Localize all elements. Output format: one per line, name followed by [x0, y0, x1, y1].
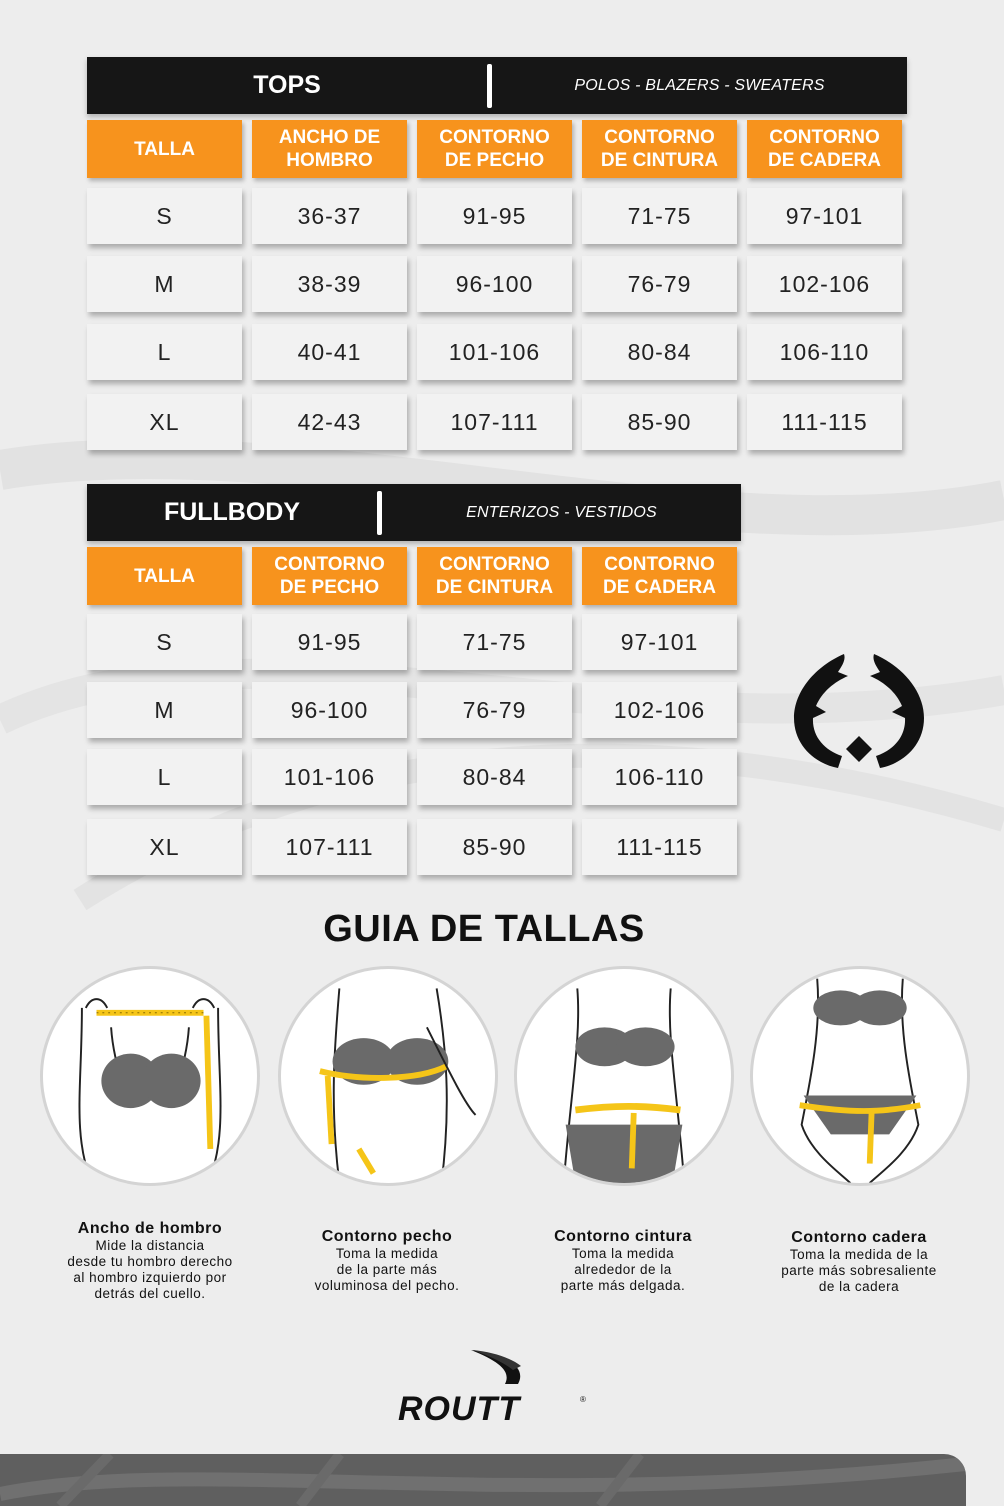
table-row	[87, 682, 741, 738]
footer-band	[0, 1454, 966, 1506]
value-cell: 91-95	[417, 188, 572, 244]
value-cell: 76-79	[417, 682, 572, 738]
value-cell: 76-79	[582, 256, 737, 312]
table-row	[87, 394, 907, 450]
value-cell: 80-84	[582, 324, 737, 380]
chest-caption	[272, 1228, 502, 1294]
value-cell: 42-43	[252, 394, 407, 450]
column-header: CONTORNO DE CINTURA	[582, 120, 737, 178]
table-row	[87, 819, 741, 875]
value-cell: 80-84	[417, 749, 572, 805]
size-cell: M	[87, 256, 242, 312]
value-cell: 36-37	[252, 188, 407, 244]
fullbody-table	[87, 484, 741, 875]
value-cell: 96-100	[417, 256, 572, 312]
value-cell: 111-115	[582, 819, 737, 875]
table-row	[87, 614, 741, 670]
tops-table	[87, 57, 907, 450]
table-row	[87, 256, 907, 312]
caption-text: Toma la medida alrededor de la parte más delgada.	[560, 1246, 686, 1293]
guide-title: GUIA DE TALLAS	[323, 908, 645, 950]
size-cell: M	[87, 682, 242, 738]
waist-caption	[508, 1228, 738, 1294]
hip-measure-illustration	[750, 966, 970, 1186]
value-cell: 102-106	[582, 682, 737, 738]
caption-title: Contorno cadera	[791, 1229, 927, 1246]
value-cell: 38-39	[252, 256, 407, 312]
size-cell: XL	[87, 819, 242, 875]
caption-text: Mide la distancia desde tu hombro derecho al hombro izquierdo por detrás del cuello.	[67, 1238, 233, 1301]
tops-title: TOPS	[253, 71, 321, 99]
routt-logo: ROUTT	[398, 1390, 521, 1428]
wings-emblem-icon	[786, 646, 932, 772]
column-header: CONTORNO DE CADERA	[747, 120, 902, 178]
tops-header-row	[87, 120, 907, 178]
column-header: TALLA	[87, 120, 242, 178]
caption-title: Ancho de hombro	[77, 1220, 223, 1237]
value-cell: 102-106	[747, 256, 902, 312]
value-cell: 106-110	[582, 749, 737, 805]
size-cell: L	[87, 749, 242, 805]
caption-title: Contorno pecho	[321, 1228, 453, 1245]
value-cell: 97-101	[747, 188, 902, 244]
fullbody-header-row	[87, 547, 741, 605]
shoulder-measure-illustration	[40, 966, 260, 1186]
value-cell: 97-101	[582, 614, 737, 670]
value-cell: 101-106	[417, 324, 572, 380]
fullbody-title: FULLBODY	[163, 498, 301, 526]
shoulder-caption	[35, 1220, 265, 1302]
value-cell: 111-115	[747, 394, 902, 450]
value-cell: 107-111	[252, 819, 407, 875]
value-cell: 85-90	[582, 394, 737, 450]
hip-caption	[744, 1229, 974, 1295]
size-cell: S	[87, 188, 242, 244]
value-cell: 107-111	[417, 394, 572, 450]
value-cell: 101-106	[252, 749, 407, 805]
table-row	[87, 749, 741, 805]
table-row	[87, 188, 907, 244]
column-header: CONTORNO DE CADERA	[582, 547, 737, 605]
fullbody-header	[87, 484, 741, 541]
size-cell: XL	[87, 394, 242, 450]
table-row	[87, 324, 907, 380]
value-cell: 106-110	[747, 324, 902, 380]
value-cell: 71-75	[582, 188, 737, 244]
column-header: TALLA	[87, 547, 242, 605]
caption-title: Contorno cintura	[554, 1228, 692, 1245]
registered-mark: ®	[580, 1395, 586, 1404]
caption-text: Toma la medida de la parte más sobresaliente de la cadera	[781, 1247, 937, 1294]
size-cell: S	[87, 614, 242, 670]
fullbody-subtitle: ENTERIZOS - VESTIDOS	[466, 503, 657, 521]
value-cell: 40-41	[252, 324, 407, 380]
column-header: CONTORNO DE PECHO	[417, 120, 572, 178]
value-cell: 85-90	[417, 819, 572, 875]
caption-text: Toma la medida de la parte más voluminosa del pecho.	[314, 1246, 460, 1293]
column-header: CONTORNO DE CINTURA	[417, 547, 572, 605]
tops-subtitle: POLOS - BLAZERS - SWEATERS	[574, 76, 825, 94]
size-cell: L	[87, 324, 242, 380]
column-header: ANCHO DE HOMBRO	[252, 120, 407, 178]
value-cell: 71-75	[417, 614, 572, 670]
column-header: CONTORNO DE PECHO	[252, 547, 407, 605]
value-cell: 96-100	[252, 682, 407, 738]
tops-header	[87, 57, 907, 114]
waist-measure-illustration	[514, 966, 734, 1186]
footer-pattern	[0, 1454, 966, 1506]
chest-measure-illustration	[278, 966, 498, 1186]
value-cell: 91-95	[252, 614, 407, 670]
